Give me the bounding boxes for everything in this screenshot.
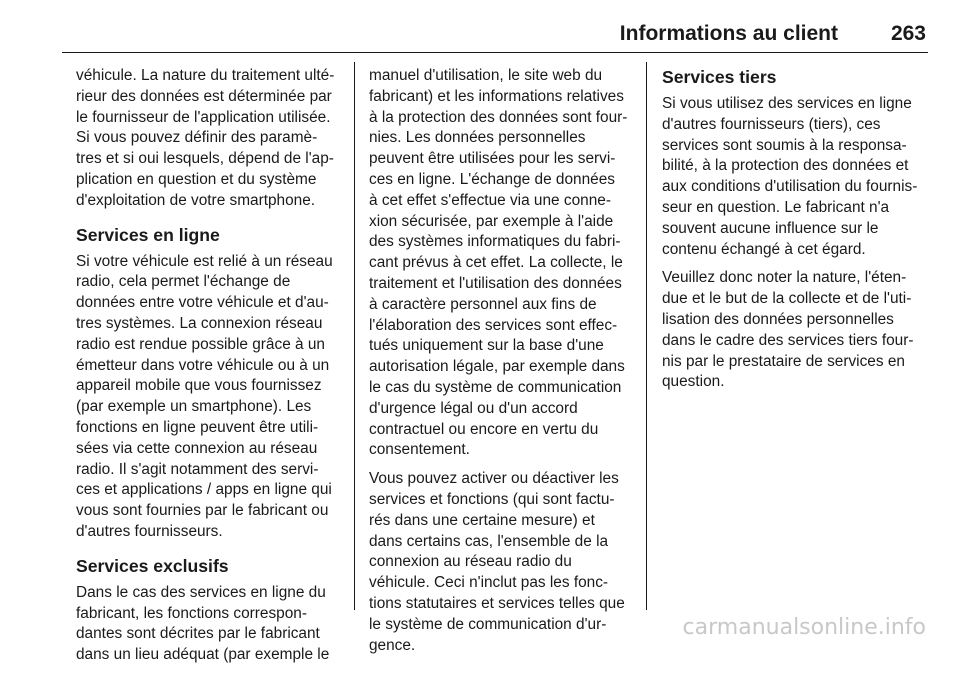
text-line: connexion au réseau radio du [369, 553, 572, 571]
paragraph-online-services [76, 252, 344, 543]
text-line: manuel d'utilisation, le site web du [369, 67, 603, 84]
text-line: gence. [369, 636, 416, 654]
column-3 [662, 66, 930, 401]
text-line: nis par le prestataire de services en [662, 352, 905, 370]
text-line: aux conditions d'utilisation du fournis- [662, 178, 918, 196]
text-line: dantes sont décrites par le fabricant [76, 625, 320, 643]
text-line: autorisation légale, par exemple dans [369, 358, 625, 376]
text-line: Vous pouvez activer ou déactiver les [369, 470, 619, 488]
watermark: carmanualsonline.info [682, 615, 926, 640]
text-line: rés dans une certaine mesure) et [369, 511, 595, 529]
text-line: véhicule. Ceci n'inclut pas les fonc- [369, 574, 609, 592]
text-line: d'autres fournisseurs (tiers), ces [662, 115, 881, 133]
paragraph-exclusive-services [76, 583, 344, 666]
text-line: dans un lieu adéquat (par exemple le [76, 646, 330, 664]
text-line: bilité, à la protection des données et [662, 157, 909, 175]
section-heading-third-party: Services tiers [662, 67, 777, 87]
text-line: xion sécurisée, par exemple à l'aide [369, 212, 614, 230]
column-divider-1 [354, 62, 355, 610]
text-line: le fournisseur de l'application utilisée. [76, 108, 331, 126]
text-line: ces en ligne. L'échange de données [369, 170, 615, 188]
text-line: le système de communication d'ur- [369, 615, 607, 633]
text-line: fonctions en ligne peuvent être utili- [76, 418, 319, 436]
text-line: Veuillez donc noter la nature, l'éten- [662, 269, 907, 287]
text-line: traitement et l'utilisation des données [369, 274, 622, 292]
text-line: à cet effet s'effectue via une conne- [369, 191, 611, 209]
page-title: Informations au client [619, 22, 838, 45]
text-line: (par exemple un smartphone). Les [76, 398, 312, 416]
text-line: ces et applications / apps en ligne qui [76, 481, 332, 499]
text-line: à la protection des données sont four- [369, 108, 628, 126]
text-line: Si vous pouvez définir des paramè- [76, 129, 318, 147]
text-line: fabricant, les fonctions correspon- [76, 604, 307, 622]
text-line: souvent aucune influence sur le [662, 219, 879, 237]
text-line: due et le but de la collecte et de l'uti- [662, 290, 912, 308]
text-line: appareil mobile que vous fournissez [76, 377, 322, 395]
text-line: tués uniquement sur la base d'une [369, 337, 604, 355]
text-line: Si vous utilisez des services en ligne [662, 95, 912, 112]
paragraph-third-party [662, 94, 930, 260]
text-line: tres systèmes. La connexion réseau [76, 314, 323, 332]
text-line: radio. Il s'agit notamment des servi- [76, 460, 319, 478]
header-divider [62, 52, 928, 53]
page-header [62, 22, 930, 52]
text-line: Dans le cas des services en ligne du [76, 583, 326, 601]
text-line: fabricant) et les informations relatives [369, 87, 624, 105]
text-line: lisation des données personnelles [662, 310, 894, 328]
text-line: contractuel ou encore en vertu du [369, 420, 599, 438]
text-line: radio est rendue possible grâce à un [76, 335, 325, 353]
text-line: l'élaboration des services sont effec- [369, 316, 618, 334]
text-line: Si votre véhicule est relié à un réseau [76, 252, 333, 270]
text-line: émetteur dans votre véhicule ou à un [76, 356, 330, 374]
section-heading-online: Services en ligne [76, 224, 220, 245]
section-heading-exclusive: Services exclusifs [76, 555, 229, 576]
text-line: véhicule. La nature du traitement ulté- [76, 67, 335, 84]
text-line: cant prévus à cet effet. La collecte, le [369, 254, 623, 272]
page-number: 263 [890, 22, 926, 45]
text-line: plication en question et du système [76, 170, 317, 188]
text-line: d'autres fournisseurs. [76, 522, 223, 540]
text-line: tions statutaires et services telles que [369, 594, 625, 612]
paragraph-intro [76, 66, 344, 212]
text-line: à caractère personnel aux fins de [369, 295, 597, 313]
paragraph-data-exchange [369, 66, 637, 461]
paragraph-activation [369, 469, 637, 656]
column-1 [76, 66, 344, 674]
text-line: vous sont fournies par le fabricant ou [76, 502, 329, 520]
column-divider-2 [646, 62, 647, 610]
text-line: d'exploitation de votre smartphone. [76, 191, 316, 209]
text-line: seur en question. Le fabricant n'a [662, 198, 890, 216]
text-line: peuvent être utilisées pour les servi- [369, 150, 616, 168]
paragraph-note [662, 268, 930, 393]
text-line: consentement. [369, 441, 470, 459]
text-line: dans certains cas, l'ensemble de la [369, 532, 609, 550]
text-line: sées via cette connexion au réseau [76, 439, 318, 457]
text-line: données entre votre véhicule et d'au- [76, 294, 329, 312]
column-2 [369, 66, 637, 664]
text-line: tres et si oui lesquels, dépend de l'ap- [76, 150, 334, 168]
text-line: nies. Les données personnelles [369, 129, 586, 147]
text-line: dans le cadre des services tiers four- [662, 331, 914, 349]
text-line: le cas du système de communication [369, 378, 622, 396]
text-line: contenu échangé à cet égard. [662, 240, 866, 258]
text-line: services sont soumis à la responsa- [662, 136, 907, 154]
text-line: services et fonctions (qui sont factu- [369, 490, 615, 508]
text-line: radio, cela permet l'échange de [76, 273, 291, 291]
text-line: question. [662, 373, 725, 391]
text-line: d'urgence légal ou d'un accord [369, 399, 578, 417]
text-line: des systèmes informatiques du fabri- [369, 233, 621, 251]
text-line: rieur des données est déterminée par [76, 87, 332, 105]
